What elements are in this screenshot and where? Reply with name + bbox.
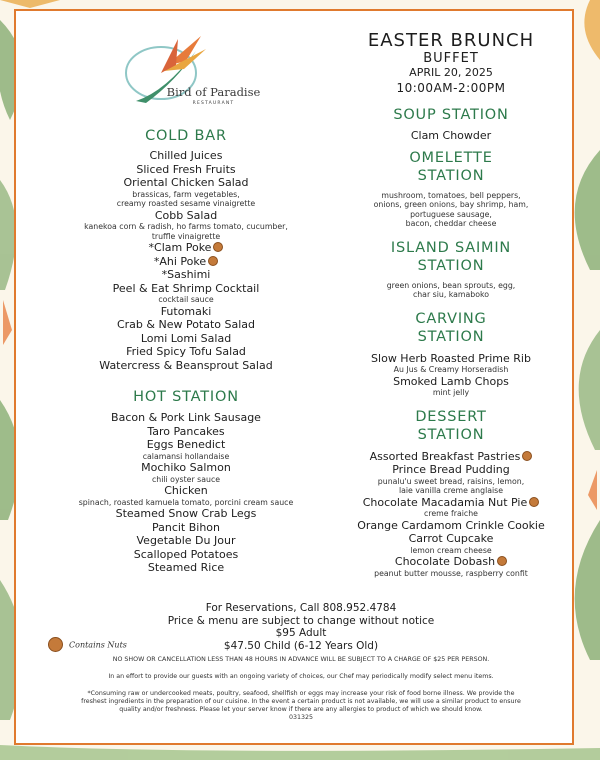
menu-item-name: Steamed Rice <box>147 561 225 574</box>
consumer-advisory-1: *Consuming raw or undercooked meats, poultry, seafood, shellfish or eggs may increase your risk of food borne illness. We provide the <box>87 690 515 697</box>
menu-item <box>61 332 311 346</box>
saimin-desc-2: char siu, kamaboko <box>412 290 490 299</box>
menu-item-name: Prince Bread Pudding <box>392 463 510 476</box>
price-notice: Price & menu are subject to change without notice <box>167 614 435 627</box>
contains-nuts-icon <box>529 497 539 507</box>
menu-item <box>61 521 311 535</box>
menu-item-description: kanekoa corn & radish, ho farms tomato, cucumber, <box>84 222 288 231</box>
soup-station-heading: SOUP STATION <box>393 107 509 123</box>
footer <box>46 602 556 722</box>
menu-item <box>61 561 311 575</box>
menu-item-name: Chocolate Macadamia Nut Pie <box>362 495 528 509</box>
menu-item: Clam Chowder <box>410 129 492 142</box>
dessert-list <box>336 450 566 579</box>
reservations-line: For Reservations, Call 808.952.4784 <box>205 602 397 614</box>
menu-item-name: Watercress & Beansprout Salad <box>99 358 273 372</box>
menu-item <box>336 463 566 477</box>
menu-item-name: Chicken <box>164 484 208 497</box>
contains-nuts-icon <box>497 556 507 566</box>
menu-item <box>336 450 566 464</box>
menu-item-description: cocktail sauce <box>158 295 214 304</box>
menu-item <box>61 163 311 177</box>
menu-item <box>61 484 311 498</box>
logo-name: Bird of Paradise <box>166 85 261 99</box>
contains-nuts-icon <box>213 242 223 252</box>
menu-item <box>61 425 311 439</box>
menu-item <box>61 282 311 296</box>
menu-item <box>61 149 311 163</box>
menu-item <box>336 555 566 569</box>
menu-item-description: spinach, roasted kamuela tomato, porcini cream sauce <box>78 497 294 507</box>
omelette-desc-4: bacon, cheddar cheese <box>405 219 497 228</box>
menu-item-name: Scalloped Potatoes <box>133 547 239 561</box>
event-time: 10:00AM-2:00PM <box>396 81 506 95</box>
menu-item <box>61 534 311 548</box>
menu-item-description: creme fraiche <box>424 509 478 518</box>
menu-item-name: Taro Pancakes <box>147 424 225 438</box>
menu-item-description: brassicas, farm vegetables, <box>132 189 240 199</box>
event-subtitle: BUFFET <box>423 51 479 66</box>
logo-subtitle: RESTAURANT <box>192 100 235 106</box>
contains-nuts-icon <box>522 451 532 461</box>
menu-item <box>61 318 311 332</box>
menu-item-name: *Ahi Poke <box>153 254 207 268</box>
menu-item <box>61 176 311 190</box>
menu-item-description: calamansi hollandaise <box>142 451 230 461</box>
child-price: $47.50 Child (6-12 Years Old) <box>223 639 379 652</box>
menu-item-description: mint jelly <box>432 388 470 397</box>
right-column <box>336 31 566 578</box>
menu-item-name: Lomi Lomi Salad <box>140 331 232 345</box>
omelette-station-heading: OMELETTE <box>409 149 493 166</box>
menu-item-name: *Clam Poke <box>148 241 212 254</box>
omelette-station-heading-2: STATION <box>417 167 485 184</box>
menu-item-name: Cobb Salad <box>154 208 218 222</box>
menu-item <box>336 519 566 533</box>
menu-item <box>61 241 311 255</box>
menu-item <box>61 461 311 475</box>
menu-item-name: Carrot Cupcake <box>408 532 494 545</box>
saimin-desc-1: green onions, bean sprouts, egg, <box>386 280 516 290</box>
menu-item-name: Steamed Snow Crab Legs <box>115 507 257 520</box>
saimin-station-heading: ISLAND SAIMIN <box>390 239 512 256</box>
menu-item-name: Chocolate Dobash <box>394 555 496 568</box>
menu-item-name: Vegetable Du Jour <box>136 534 236 547</box>
menu-item <box>336 532 566 546</box>
adult-price: $95 Adult <box>275 627 327 639</box>
carving-station-heading: CARVING <box>415 310 487 327</box>
menu-item-name: Mochiko Salmon <box>141 461 231 474</box>
menu-item-name: Peel & Eat Shrimp Cocktail <box>112 281 260 295</box>
menu-item <box>336 352 566 366</box>
menu-item <box>61 411 311 425</box>
menu-item-description: laie vanilla creme anglaise <box>398 486 504 495</box>
omelette-desc-1: mushroom, tomatoes, bell peppers, <box>381 190 521 200</box>
left-column <box>61 127 311 575</box>
menu-item-name: Eggs Benedict <box>146 438 226 451</box>
hot-station-heading: HOT STATION <box>133 389 239 405</box>
menu-item-name: Slow Herb Roasted Prime Rib <box>371 351 531 365</box>
menu-item <box>61 548 311 562</box>
menu-item-name: Assorted Breakfast Pastries <box>369 449 521 463</box>
menu-item-name: Fried Spicy Tofu Salad <box>126 345 246 358</box>
contains-nuts-label: Contains Nuts <box>69 640 127 650</box>
menu-code: 031325 <box>288 714 314 721</box>
menu-item <box>336 496 566 510</box>
event-title: EASTER BRUNCH <box>367 30 535 51</box>
saimin-station-heading-2: STATION <box>417 257 485 274</box>
consumer-advisory-2: freshest ingredients in the preparation of our cuisine. In the event a certain product is not available, we will use a similar product to ensure <box>81 698 521 705</box>
menu-item-description: chili oyster sauce <box>151 474 221 484</box>
menu-item-name: Chilled Juices <box>149 149 223 162</box>
menu-item <box>61 345 311 359</box>
logo-wordmark <box>156 87 271 106</box>
consumer-advisory-3: quality and/or freshness. Please let your server know if there are any allergies to product of which we should know. <box>119 706 483 713</box>
omelette-desc-3: portuguese sausage, <box>410 209 492 219</box>
menu-item-name: Smoked Lamb Chops <box>393 374 509 388</box>
menu-item-description: peanut butter mousse, raspberry confit <box>374 568 528 578</box>
cold-bar-heading: COLD BAR <box>145 128 227 144</box>
carving-list <box>336 352 566 398</box>
menu-item-description: creamy roasted sesame vinaigrette <box>116 199 256 208</box>
menu-variety-note: In an effort to provide our guests with an ongoing variety of choices, our Chef may periodically modify select menu items. <box>108 673 494 680</box>
menu-item-name: Crab & New Potato Salad <box>116 318 256 331</box>
menu-item <box>336 375 566 389</box>
carving-station-heading-2: STATION <box>417 328 485 345</box>
contains-nuts-legend <box>46 638 127 653</box>
menu-card <box>14 9 574 745</box>
menu-item-description: lemon cream cheese <box>410 545 492 555</box>
dessert-station-heading-2: STATION <box>417 426 485 443</box>
contains-nuts-icon <box>208 256 218 266</box>
dessert-station-heading: DESSERT <box>415 408 487 425</box>
menu-item-name: *Sashimi <box>161 268 211 281</box>
menu-item-name: Bacon & Pork Link Sausage <box>111 411 261 424</box>
menu-item <box>61 359 311 373</box>
menu-item-description: Au Jus & Creamy Horseradish <box>393 365 509 374</box>
event-date: APRIL 20, 2025 <box>409 66 493 79</box>
cold-bar-list <box>61 149 311 372</box>
menu-item-name: Oriental Chicken Salad <box>123 176 249 189</box>
menu-item-name: Sliced Fresh Fruits <box>136 162 236 176</box>
menu-item-description: punalu'u sweet bread, raisins, lemon, <box>377 476 525 486</box>
menu-item-name: Futomaki <box>160 304 212 318</box>
menu-item <box>61 209 311 223</box>
menu-item-description: truffle vinaigrette <box>151 231 221 241</box>
nut-icon <box>48 637 63 652</box>
cancellation-policy: NO SHOW OR CANCELLATION LESS THAN 48 HOURS IN ADVANCE WILL BE SUBJECT TO A CHARGE OF $25 PER PERSON. <box>112 656 490 663</box>
menu-item <box>61 268 311 282</box>
hot-station-list <box>61 411 311 575</box>
menu-item <box>61 255 311 269</box>
menu-item <box>61 507 311 521</box>
menu-item-name: Pancit Bihon <box>151 520 221 534</box>
menu-item <box>61 438 311 452</box>
omelette-desc-2: onions, green onions, bay shrimp, ham, <box>373 200 529 209</box>
menu-item-name: Orange Cardamom Crinkle Cookie <box>357 518 545 532</box>
menu-item <box>61 305 311 319</box>
